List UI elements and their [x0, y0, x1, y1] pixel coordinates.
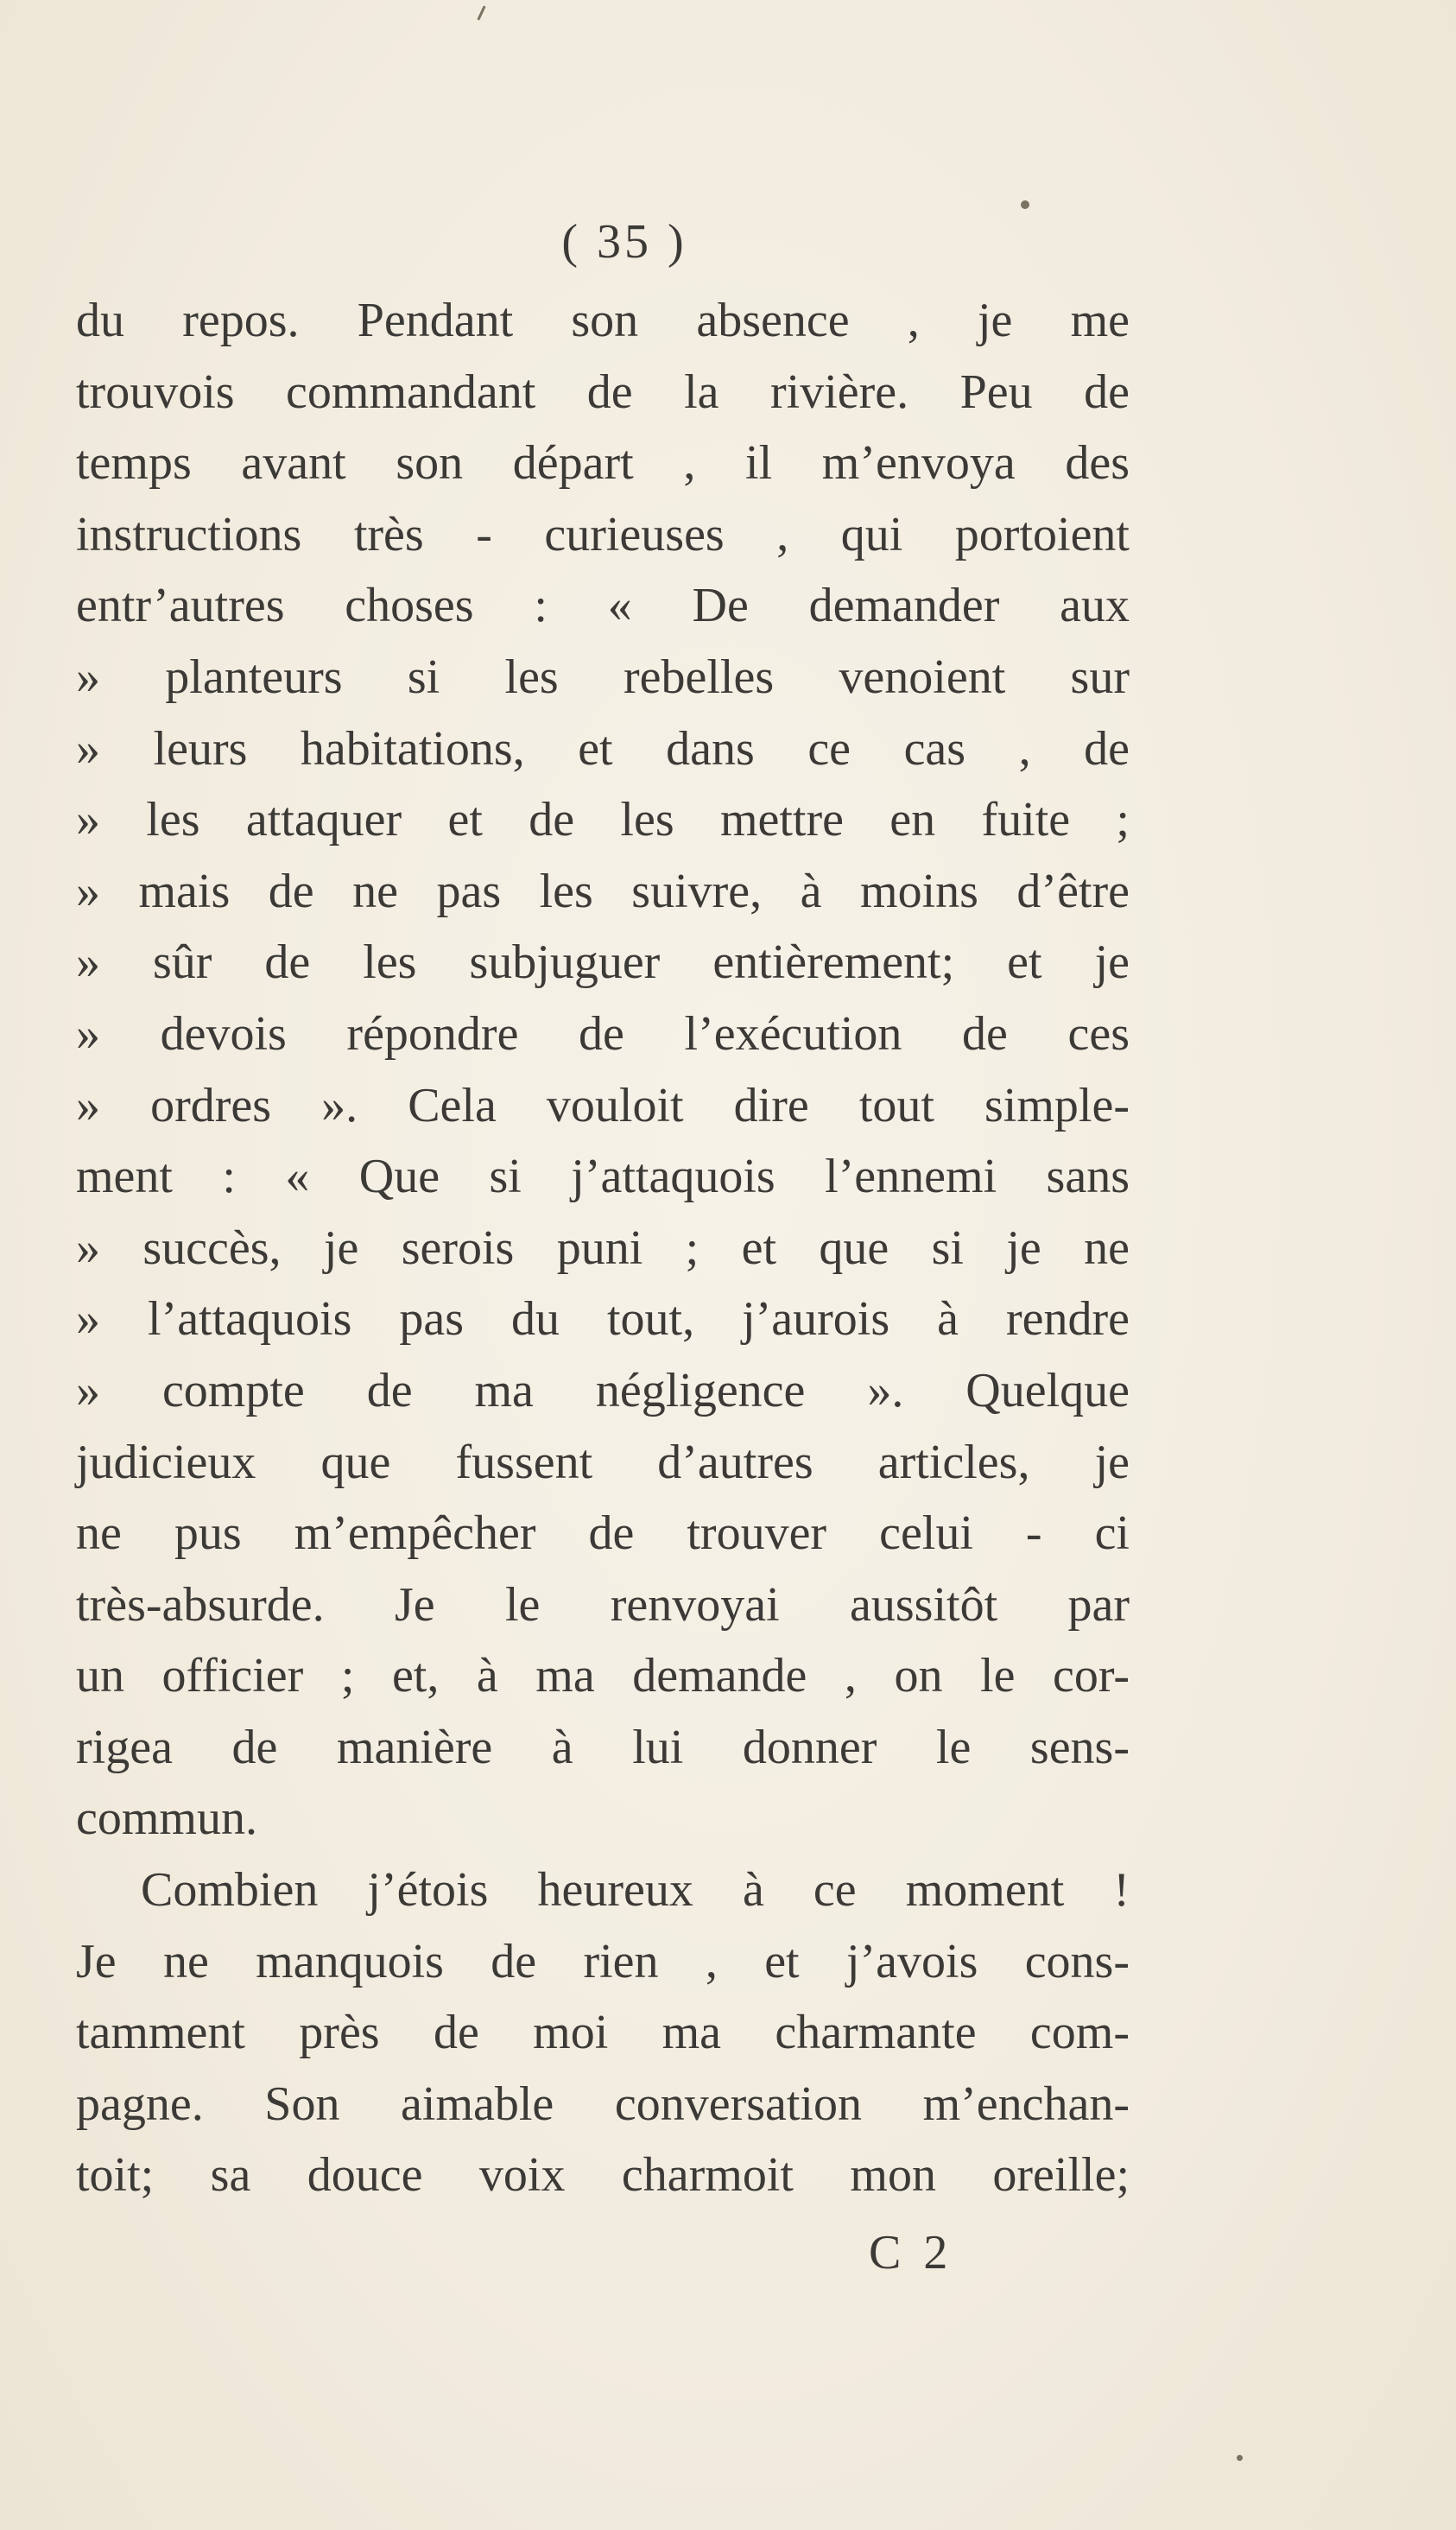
page-number: ( 35 )	[561, 215, 687, 269]
text-line: rigea de manière à lui donner le sens-	[76, 1720, 1130, 1774]
page-number-header	[0, 214, 1456, 269]
text-line: entr’autres choses : « De demander aux	[76, 579, 1130, 633]
body-text	[76, 285, 1130, 2211]
text-line: » leurs habitations, et dans ce cas , de	[76, 721, 1130, 776]
text-line: » planteurs si les rebelles venoient sur	[76, 650, 1130, 704]
text-line: instructions très - curieuses , qui portoient	[76, 507, 1130, 561]
text-line-paragraph-end: commun.	[76, 1791, 257, 1846]
text-line: du repos. Pendant son absence , je me	[76, 294, 1130, 347]
paper-speck	[1021, 200, 1029, 209]
text-line: » compte de ma négligence ». Quelque	[76, 1363, 1130, 1417]
text-line: » ordres ». Cela vouloit dire tout simple-	[76, 1078, 1130, 1132]
text-line: judicieux que fussent d’autres articles, je	[76, 1435, 1130, 1489]
text-line-paragraph-start: Combien j’étois heureux à ce moment !	[141, 1863, 1130, 1918]
text-line: ne pus m’empêcher de trouver celui - ci	[76, 1506, 1130, 1561]
text-line: tamment près de moi ma charmante com-	[76, 2006, 1130, 2060]
text-line: trouvois commandant de la rivière. Peu de	[76, 365, 1130, 419]
text-line: » mais de ne pas les suivre, à moins d’être	[76, 864, 1130, 918]
text-line: pagne. Son aimable conversation m’enchan-	[76, 2077, 1130, 2131]
text-line: très-absurde. Je le renvoyai aussitôt par	[76, 1577, 1130, 1632]
text-line: » succès, je serois puni ; et que si je ne	[76, 1221, 1130, 1275]
text-line: temps avant son départ , il m’envoya des	[76, 436, 1130, 491]
text-line: ment : « Que si j’attaquois l’ennemi sans	[76, 1150, 1130, 1204]
text-line: Je ne manquois de rien , et j’avois cons-	[76, 1934, 1130, 1988]
paper-speck	[477, 5, 485, 21]
text-line: » devois répondre de l’exécution de ces	[76, 1006, 1130, 1061]
signature-mark: C 2	[869, 2226, 953, 2280]
text-line: un officier ; et, à ma demande , on le cor-	[76, 1649, 1130, 1703]
text-line: » l’attaquois pas du tout, j’aurois à rendre	[76, 1292, 1130, 1347]
text-line: » sûr de les subjuguer entièrement; et je	[76, 935, 1130, 990]
text-line: » les attaquer et de les mettre en fuite ;	[76, 793, 1130, 847]
text-line: toit; sa douce voix charmoit mon oreille;	[76, 2148, 1130, 2203]
paper-speck	[1237, 2455, 1243, 2461]
